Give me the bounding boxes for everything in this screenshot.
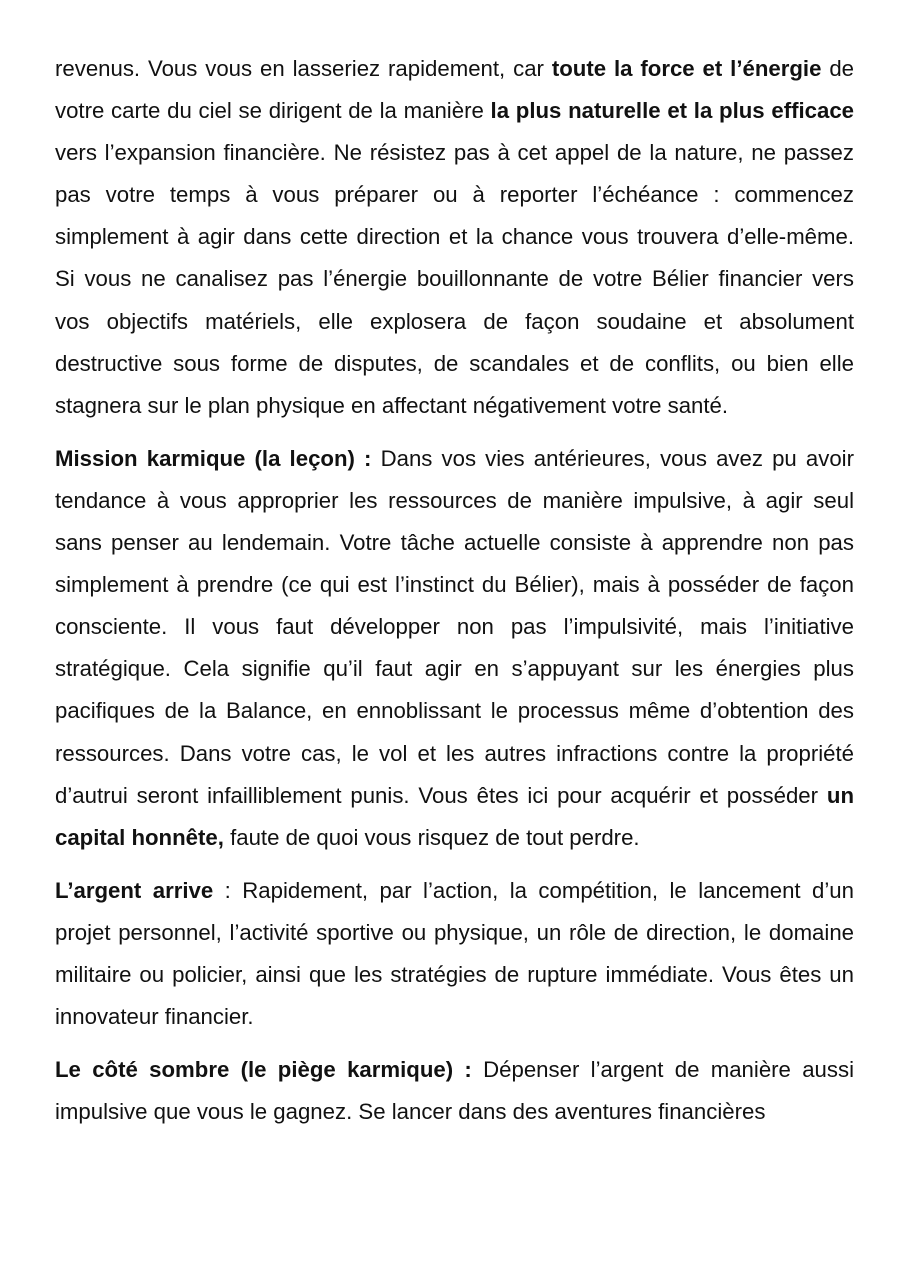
paragraph-money-arrives: [55, 870, 854, 1038]
paragraph-karmic-mission: [55, 438, 854, 859]
bold-run: un capital honnête,: [55, 782, 854, 850]
text-run: Dépenser l’argent de manière aussi impulsive que vous le gagnez. Se lancer dans des aventures financières: [55, 1057, 855, 1125]
text-run: : Rapidement, par l’action, la compétition, le lancement d’un projet personnel, l’activité sportive ou physique, un rôle de direction, le domaine militaire ou policier, ainsi que les stratégies de rupture immédiate. Vous êtes un innovateur financier.: [55, 877, 854, 1030]
section-heading: Le côté sombre (le piège karmique) :: [55, 1057, 472, 1083]
text-run: vers l’expansion financière. Ne résistez pas à cet appel de la nature, ne passez pas votre temps à vous préparer ou à reporter l’échéance : commencez simplement à agir dans cette direction et la chance vous trouvera d’elle-même. Si vous ne canalisez pas l’énergie bouillonnante de votre Bélier financier vers vos objectifs matériels, elle explosera de façon soudaine et absolument destructive sous forme de disputes, de scandales et de conflits, ou bien elle stagnera sur le plan physique en affectant négativement votre santé.: [55, 140, 854, 418]
section-heading: Mission karmique (la leçon) :: [55, 445, 372, 471]
text-run: revenus. Vous vous en lasseriez rapidement, car: [55, 56, 552, 81]
text-run: Dans vos vies antérieures, vous avez pu avoir tendance à vous approprier les ressources de manière impulsive, à agir seul sans penser au lendemain. Votre tâche actuelle consiste à apprendre non pas simplement à prendre (ce qui est l’instinct du Bélier), mais à posséder de façon consciente. Il vous faut développer non pas l’impulsivité, mais l’initiative stratégique. Cela signifie qu’il faut agir en s’appuyant sur les énergies plus pacifiques de la Balance, en ennoblissant le processus même d’obtention des ressources. Dans votre cas, le vol et les autres infractions contre la propriété d’autrui seront infailliblement punis. Vous êtes ici pour acquérir et posséder: [55, 445, 855, 808]
section-heading: L’argent arrive: [55, 877, 214, 903]
text-run: de votre carte du ciel se dirigent de la manière: [55, 56, 855, 124]
bold-run: toute la force et l’énergie: [551, 56, 822, 81]
bold-run: la plus naturelle et la plus efficace: [490, 98, 854, 124]
document-page: [55, 48, 854, 1144]
paragraph-intro: [55, 48, 854, 427]
text-run: faute de quoi vous risquez de tout perdre.: [223, 824, 640, 850]
paragraph-dark-side: [55, 1049, 854, 1133]
